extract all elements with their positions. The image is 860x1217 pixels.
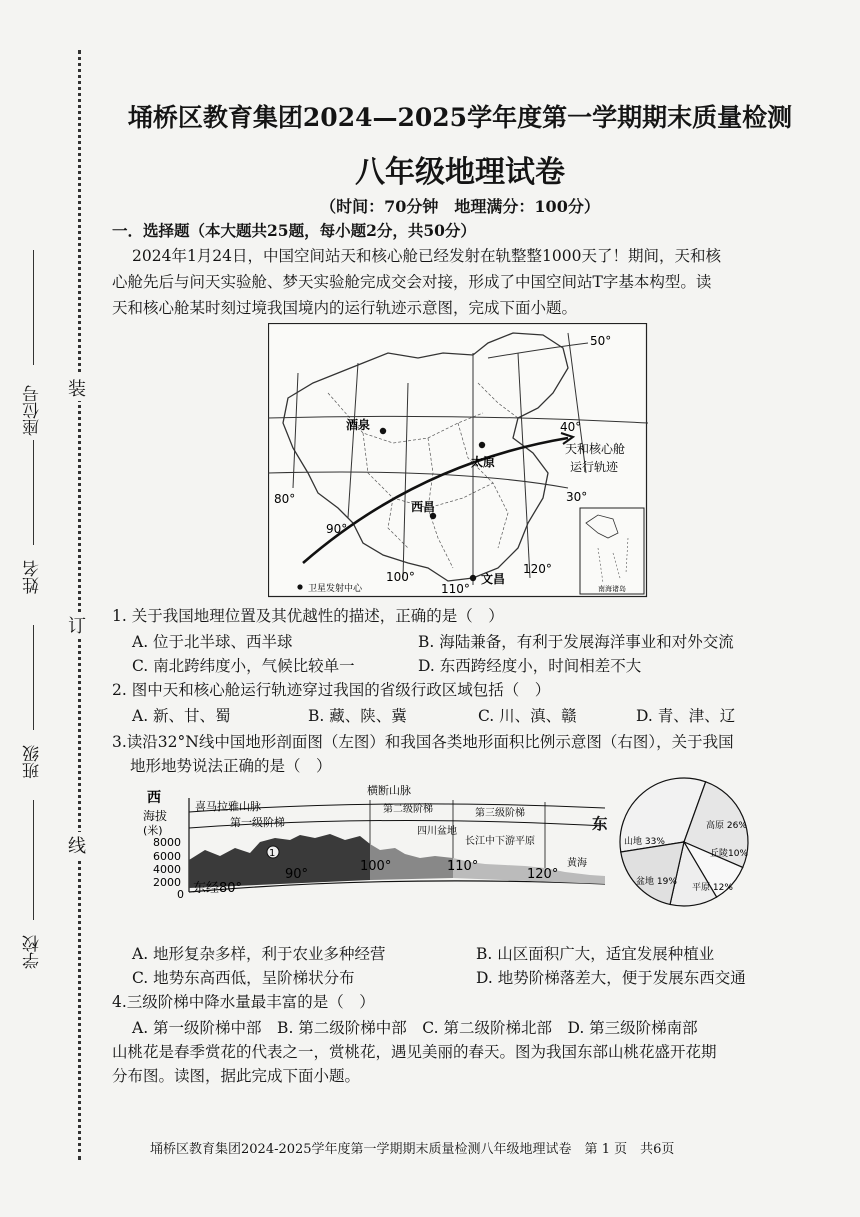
tick-8000: 8000 xyxy=(153,836,181,849)
q1-option-b[interactable]: B. 海陆兼备，有利于发展海洋事业和对外交流 xyxy=(418,633,734,651)
orbit-label-2: 运行轨迹 xyxy=(570,460,619,474)
q2-option-d[interactable]: D. 青、津、辽 xyxy=(636,707,736,725)
pie-label-mountain: 山地 33% xyxy=(624,837,665,847)
inset-label: 南海诸岛 xyxy=(598,585,626,593)
q1-stem: 1. 关于我国地理位置及其优越性的描述，正确的是（ ） xyxy=(112,607,504,625)
intro-line-1: 2024年1月24日，中国空间站天和核心舱已经发射在轨整整1000天了！期间，天和核 xyxy=(132,247,721,265)
lon-110-label: 110° xyxy=(441,582,470,596)
west-label: 西 xyxy=(147,790,161,806)
step3-label: 第三级阶梯 xyxy=(475,808,525,819)
class-label: 班级 xyxy=(23,745,43,779)
profile-marker-label: 1 xyxy=(269,848,276,859)
q2-stem: 2. 图中天和核心舱运行轨迹穿过我国的省级行政区域包括（ ） xyxy=(112,681,551,699)
intro-line-2: 心舱先后与问天实验舱、梦天实验舱完成交会对接，形成了中国空间站T字基本构型。读 xyxy=(112,273,712,291)
tick-6000: 6000 xyxy=(153,850,181,863)
q3-option-a[interactable]: A. 地形复杂多样，利于农业多种经营 xyxy=(132,945,386,963)
lon-90-label: 90° xyxy=(326,522,348,536)
taiyuan-dot xyxy=(479,442,485,448)
section-heading: 一．选择题（本大题共25题，每小题2分，共50分） xyxy=(112,221,476,240)
binding-dotted-line xyxy=(78,50,81,1160)
page-footer: 埇桥区教育集团2024-2025学年度第一学期期末质量检测八年级地理试卷 第 1 页 共6页 xyxy=(150,1142,675,1157)
jiuquan-dot xyxy=(380,428,386,434)
legend-label: 卫星发射中心 xyxy=(308,584,363,594)
altitude-label: 海拔 xyxy=(143,809,168,823)
lon-120-label: 120° xyxy=(523,562,552,576)
lon-100-profile: 100° xyxy=(360,859,392,874)
school-label: 学校 xyxy=(23,935,43,969)
lon-120-profile: 120° xyxy=(527,867,559,882)
pie-label-plain: 平原 12% xyxy=(692,883,733,893)
wenchang-dot xyxy=(470,575,476,581)
q2-option-c[interactable]: C. 川、滇、赣 xyxy=(478,707,577,725)
q1-option-d[interactable]: D. 东西跨经度小，时间相差不大 xyxy=(418,657,642,675)
terrain-profile xyxy=(135,780,615,900)
q4-options[interactable]: A. 第一级阶梯中部 B. 第二级阶梯中部 C. 第二级阶梯北部 D. 第三级阶梯南部 xyxy=(132,1019,698,1037)
binding-mark-ding: 订 xyxy=(68,612,86,638)
tick-2000: 2000 xyxy=(153,876,181,889)
lon-80-profile: 东经80° xyxy=(193,881,243,896)
pie-label-basin: 盆地 19% xyxy=(636,877,677,887)
binding-mark-xian: 线 xyxy=(68,832,86,858)
lon-90-profile: 90° xyxy=(285,867,309,882)
next-passage-line-2: 分布图。读图，据此完成下面小题。 xyxy=(112,1067,361,1085)
q2-option-a[interactable]: A. 新、甘、蜀 xyxy=(132,707,231,725)
name-label: 姓名 xyxy=(23,560,43,594)
terrain-area-pie xyxy=(608,772,760,912)
unit-label: (米) xyxy=(143,824,163,837)
seat-number-label: 座位号 xyxy=(23,385,43,436)
xichang-label: 西昌 xyxy=(411,500,436,514)
q3-option-b[interactable]: B. 山区面积广大，适宜发展种植业 xyxy=(476,945,715,963)
binding-mark-zhuang: 装 xyxy=(68,375,86,401)
exam-title: 埇桥区教育集团2024—2025学年度第一学期期末质量检测 xyxy=(127,103,793,132)
q2-option-b[interactable]: B. 藏、陕、冀 xyxy=(308,707,407,725)
q3-option-c[interactable]: C. 地势东高西低，呈阶梯状分布 xyxy=(132,969,355,987)
seat-number-blank xyxy=(33,250,34,365)
taiyuan-label: 太原 xyxy=(471,455,496,469)
exam-info: （时间：70分钟 地理满分：100分） xyxy=(320,197,600,216)
next-passage-line-1: 山桃花是春季赏花的代表之一，赏桃花，遇见美丽的春天。图为我国东部山桃花盛开花期 xyxy=(112,1043,717,1061)
lat-30-label: 30° xyxy=(566,490,588,504)
jiuquan-label: 酒泉 xyxy=(346,418,371,432)
hengduan-label: 横断山脉 xyxy=(367,784,411,797)
lat-50-label: 50° xyxy=(590,334,612,348)
q1-option-c[interactable]: C. 南北跨纬度小，气候比较单一 xyxy=(132,657,355,675)
q3-stem-line-1: 3.读沿32°N线中国地形剖面图（左图）和我国各类地形面积比例示意图（右图），关于我国 xyxy=(112,733,734,751)
legend-dot xyxy=(297,584,302,589)
q3-option-d[interactable]: D. 地势阶梯落差大，便于发展东西交通 xyxy=(476,969,746,987)
orbit-label-1: 天和核心舱 xyxy=(565,442,626,456)
huanghai-label: 黄海 xyxy=(567,858,587,869)
orbit-map xyxy=(268,323,648,598)
tick-4000: 4000 xyxy=(153,863,181,876)
name-blank xyxy=(33,440,34,545)
step2-label: 第二级阶梯 xyxy=(383,804,433,815)
pie-label-plateau: 高原 26% xyxy=(706,821,747,831)
sichuan-label: 四川盆地 xyxy=(417,826,457,837)
step1-label: 第一级阶梯 xyxy=(230,816,285,829)
lat-40-label: 40° xyxy=(560,420,582,434)
himalaya-label: 喜马拉雅山脉 xyxy=(195,800,261,813)
exam-subtitle: 八年级地理试卷 xyxy=(355,155,565,190)
lon-80-label: 80° xyxy=(274,492,296,506)
wenchang-label: 文昌 xyxy=(481,572,506,586)
pie-label-hills: 丘陵10% xyxy=(710,849,749,859)
lon-110-profile: 110° xyxy=(447,859,479,874)
school-blank xyxy=(33,800,34,920)
intro-line-3: 天和核心舱某时刻过境我国境内的运行轨迹示意图，完成下面小题。 xyxy=(112,299,578,317)
q4-stem: 4.三级阶梯中降水量最丰富的是（ ） xyxy=(112,993,375,1011)
q1-option-a[interactable]: A. 位于北半球、西半球 xyxy=(132,633,293,651)
east-label: 东 xyxy=(592,814,608,833)
tick-0: 0 xyxy=(177,888,184,900)
q3-stem-line-2: 地形地势说法正确的是（ ） xyxy=(130,757,332,775)
class-blank xyxy=(33,625,34,730)
lon-100-label: 100° xyxy=(386,570,415,584)
changjiang-label: 长江中下游平原 xyxy=(465,836,535,847)
